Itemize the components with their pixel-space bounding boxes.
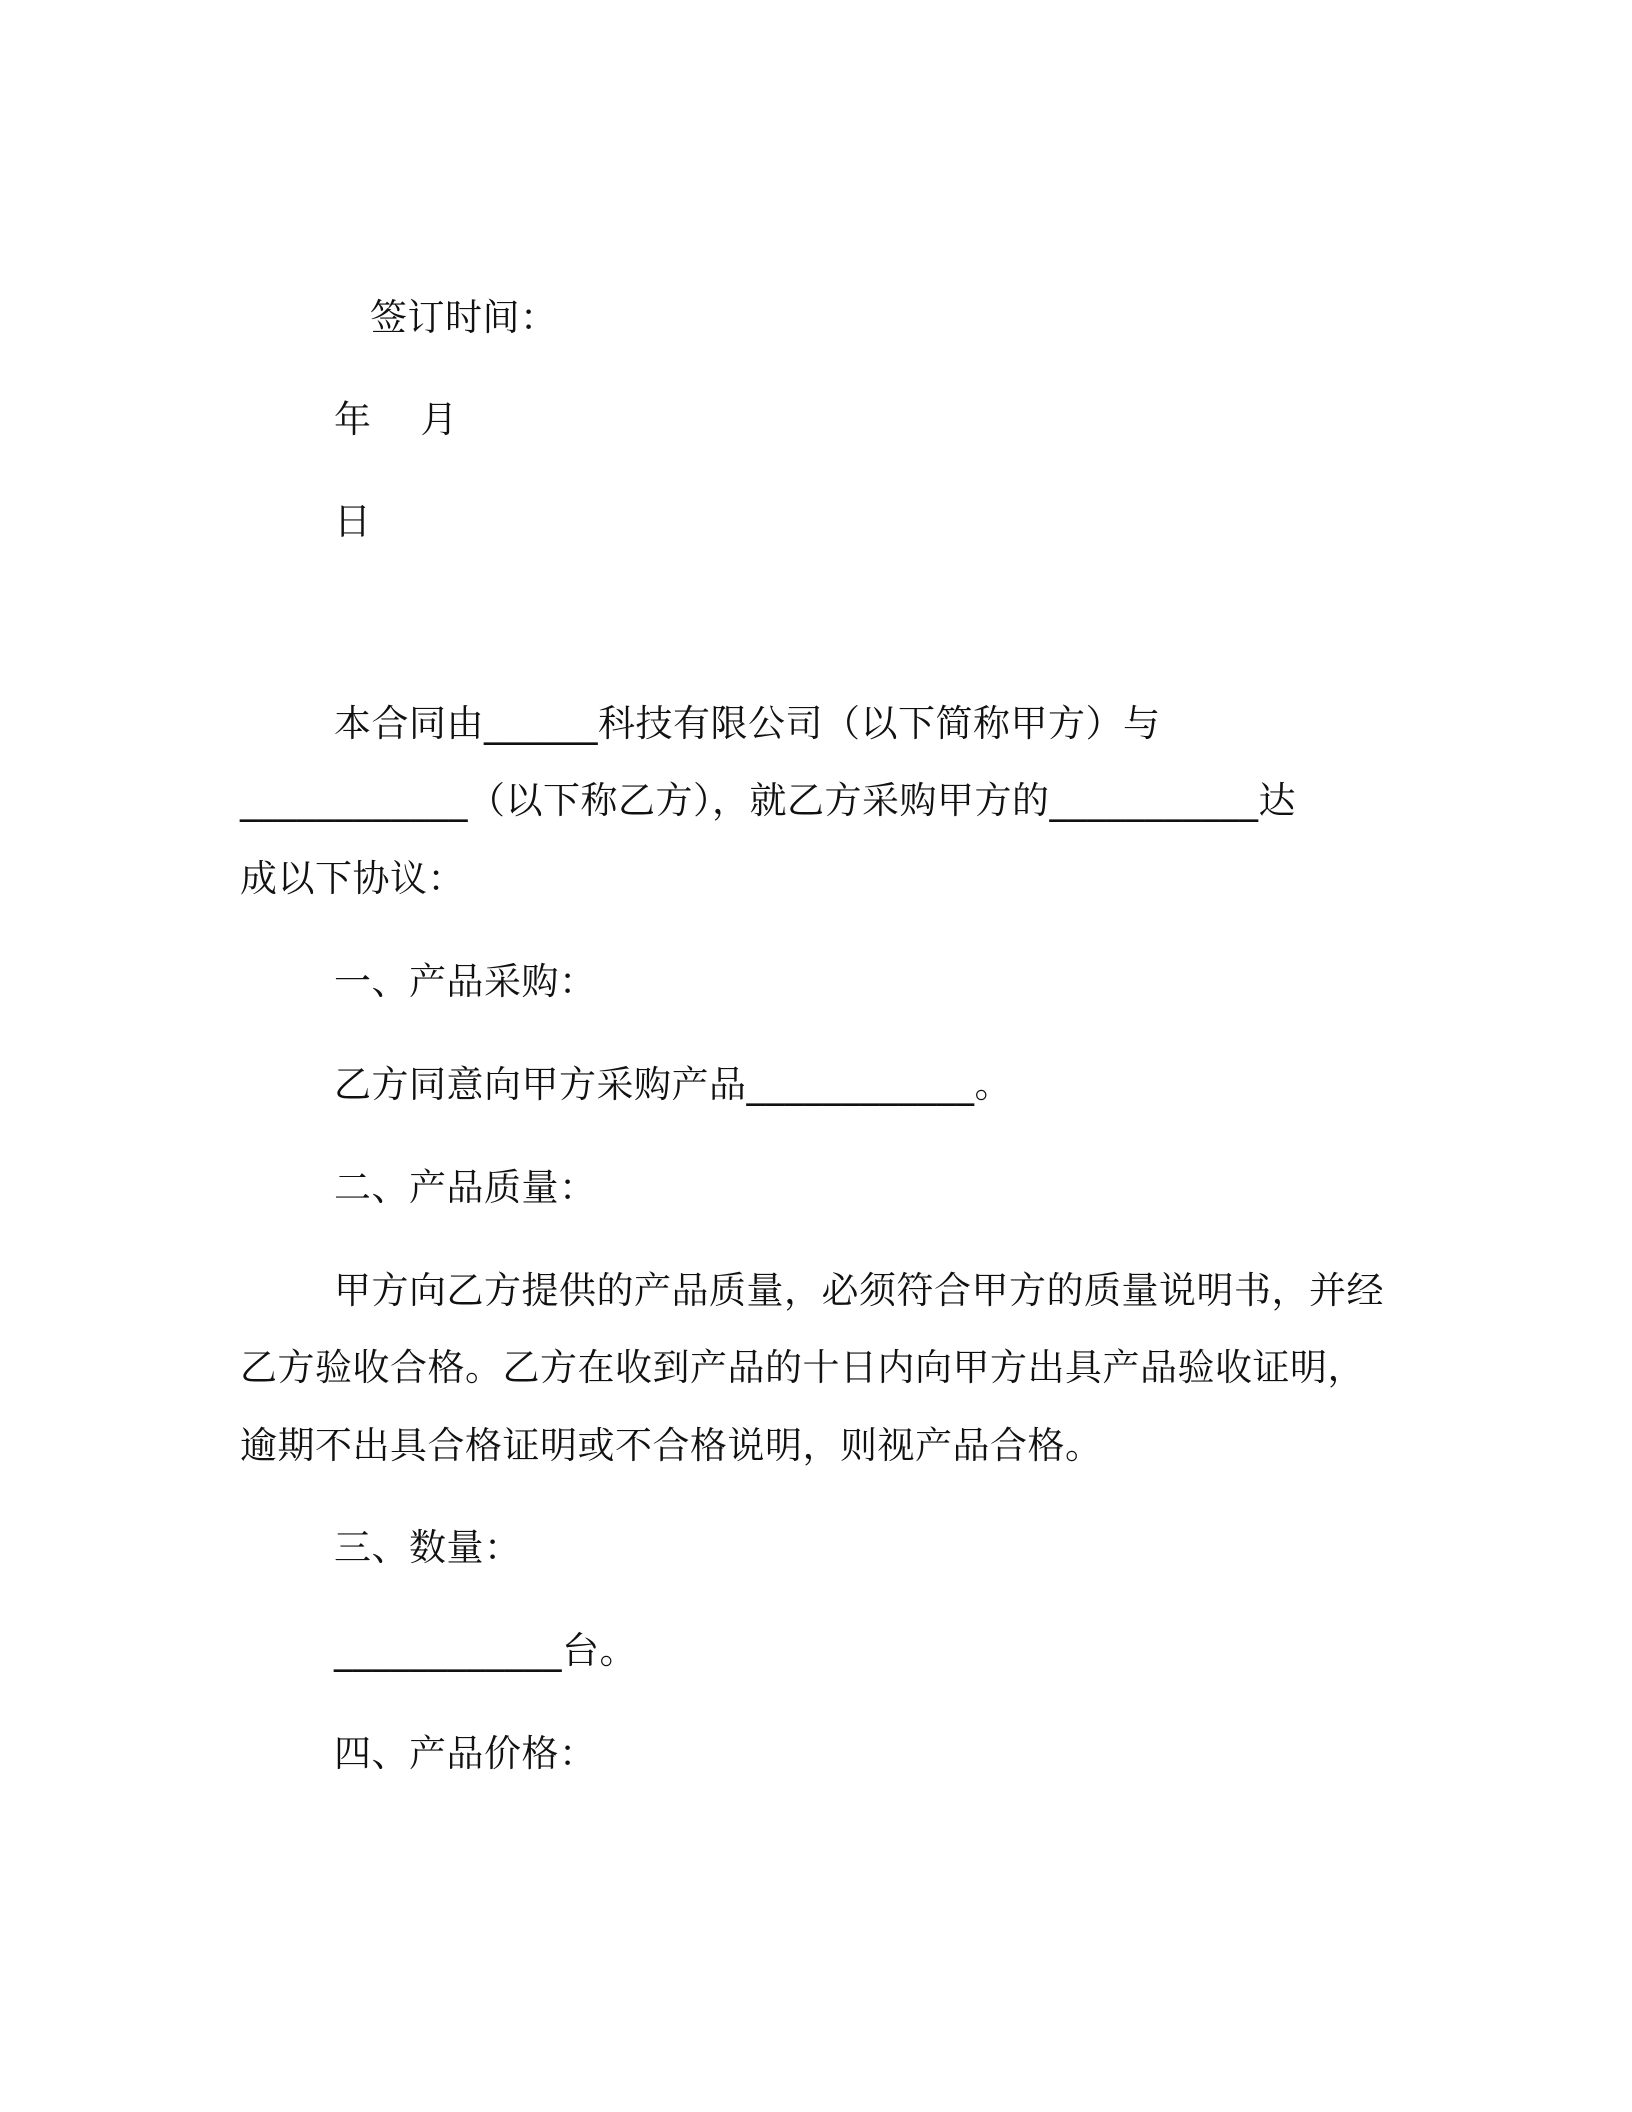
section-1-body: 乙方同意向甲方采购产品____________。: [334, 1063, 1012, 1106]
section-4-title: 四、产品价格：: [334, 1732, 597, 1775]
intro-line-2: ____________（以下称乙方），就乙方采购甲方的___________达: [240, 779, 1296, 822]
section-2-body-line-1: 甲方向乙方提供的产品质量，必须符合甲方的质量说明书，并经: [334, 1269, 1384, 1312]
section-1-title: 一、产品采购：: [334, 960, 597, 1003]
section-2-body-line-2: 乙方验收合格。乙方在收到产品的十日内向甲方出具产品验收证明，: [240, 1346, 1365, 1389]
intro-line-1: 本合同由______科技有限公司（以下简称甲方）与: [334, 702, 1161, 745]
section-2-title: 二、产品质量：: [334, 1166, 597, 1209]
section-3-body: ____________台。: [334, 1629, 637, 1672]
year-month-line: 年 月: [334, 398, 459, 441]
section-2-body-line-3: 逾期不出具合格证明或不合格说明，则视产品合格。: [240, 1424, 1103, 1467]
day-line: 日: [334, 500, 372, 543]
signing-time-label: 签订时间：: [370, 296, 558, 339]
section-3-title: 三、数量：: [334, 1526, 522, 1569]
intro-line-3: 成以下协议：: [240, 857, 465, 900]
